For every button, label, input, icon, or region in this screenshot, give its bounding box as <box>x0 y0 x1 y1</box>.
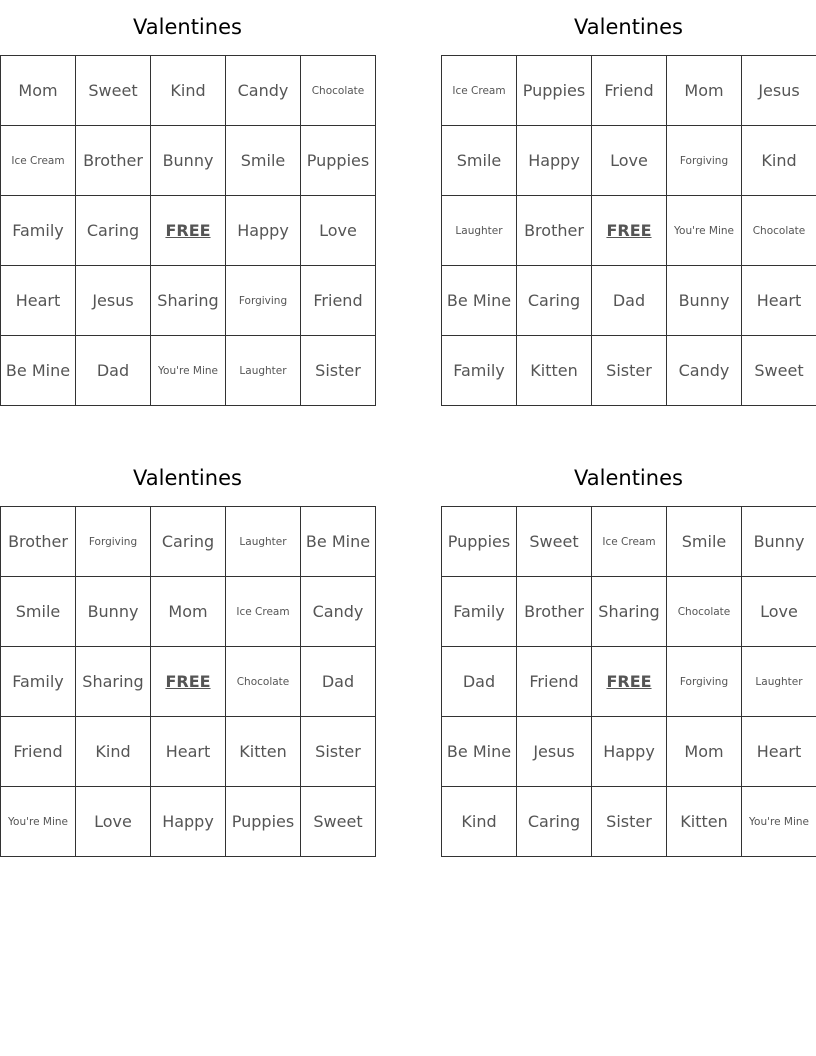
bingo-grid <box>0 506 376 857</box>
grid-cell: Sharing <box>76 647 151 717</box>
grid-cell: Friend <box>517 647 592 717</box>
grid-cell: Sweet <box>742 336 816 406</box>
grid-row <box>1 787 376 857</box>
grid-cell: Laughter <box>226 507 301 577</box>
grid-cell: Caring <box>517 787 592 857</box>
grid-cell: Smile <box>442 126 517 196</box>
grid-cell: Brother <box>1 507 76 577</box>
grid-cell: Jesus <box>76 266 151 336</box>
grid-cell: Friend <box>592 56 667 126</box>
grid-row <box>442 196 816 266</box>
grid-cell: Chocolate <box>226 647 301 717</box>
free-space-cell: FREE <box>592 647 667 717</box>
bingo-grid <box>441 55 816 406</box>
grid-cell: Smile <box>226 126 301 196</box>
bingo-card-1 <box>0 0 375 406</box>
grid-cell: Smile <box>667 507 742 577</box>
grid-cell: Heart <box>151 717 226 787</box>
grid-cell: Bunny <box>151 126 226 196</box>
grid-cell: Happy <box>517 126 592 196</box>
grid-cell: Love <box>742 577 816 647</box>
grid-cell: Kind <box>742 126 816 196</box>
grid-cell: Puppies <box>442 507 517 577</box>
grid-cell: Kitten <box>667 787 742 857</box>
card-title: Valentines <box>133 466 242 490</box>
grid-cell: Love <box>592 126 667 196</box>
grid-cell: Sister <box>301 336 376 406</box>
card-title: Valentines <box>574 466 683 490</box>
grid-cell: Kind <box>76 717 151 787</box>
grid-cell: You're Mine <box>1 787 76 857</box>
grid-row <box>442 717 816 787</box>
grid-cell: Dad <box>76 336 151 406</box>
grid-cell: Be Mine <box>1 336 76 406</box>
grid-cell: Kitten <box>226 717 301 787</box>
bingo-card-3 <box>0 451 375 857</box>
grid-cell: Sweet <box>76 56 151 126</box>
grid-cell: Forgiving <box>667 126 742 196</box>
grid-row <box>1 647 376 717</box>
grid-row <box>1 717 376 787</box>
grid-cell: Heart <box>742 266 816 336</box>
grid-cell: Smile <box>1 577 76 647</box>
grid-cell: Puppies <box>517 56 592 126</box>
bingo-grid <box>0 55 376 406</box>
grid-cell: Happy <box>592 717 667 787</box>
grid-cell: Mom <box>667 56 742 126</box>
grid-row <box>442 577 816 647</box>
grid-cell: Kind <box>151 56 226 126</box>
grid-cell: Laughter <box>226 336 301 406</box>
grid-cell: Friend <box>1 717 76 787</box>
grid-cell: Jesus <box>742 56 816 126</box>
grid-cell: Laughter <box>442 196 517 266</box>
grid-cell: Heart <box>742 717 816 787</box>
grid-row <box>442 56 816 126</box>
grid-cell: Candy <box>667 336 742 406</box>
grid-cell: Family <box>442 577 517 647</box>
grid-cell: Be Mine <box>442 266 517 336</box>
bingo-card-2 <box>441 0 816 406</box>
grid-cell: Be Mine <box>442 717 517 787</box>
grid-cell: Family <box>1 196 76 266</box>
grid-cell: Caring <box>517 266 592 336</box>
grid-cell: Chocolate <box>667 577 742 647</box>
grid-cell: Chocolate <box>742 196 816 266</box>
grid-cell: Ice Cream <box>442 56 517 126</box>
grid-cell: Kind <box>442 787 517 857</box>
grid-cell: You're Mine <box>667 196 742 266</box>
grid-cell: Kitten <box>517 336 592 406</box>
grid-cell: Sweet <box>517 507 592 577</box>
grid-cell: Bunny <box>667 266 742 336</box>
grid-row <box>442 507 816 577</box>
grid-cell: Dad <box>442 647 517 717</box>
free-space-cell: FREE <box>592 196 667 266</box>
grid-row <box>1 577 376 647</box>
grid-cell: Bunny <box>742 507 816 577</box>
grid-cell: Chocolate <box>301 56 376 126</box>
grid-row <box>1 56 376 126</box>
grid-row <box>1 266 376 336</box>
free-space-cell: FREE <box>151 196 226 266</box>
grid-cell: Love <box>301 196 376 266</box>
grid-cell: Brother <box>517 196 592 266</box>
grid-cell: Sweet <box>301 787 376 857</box>
grid-cell: Ice Cream <box>1 126 76 196</box>
card-title: Valentines <box>574 15 683 39</box>
grid-row <box>442 126 816 196</box>
grid-cell: Sharing <box>592 577 667 647</box>
grid-cell: Ice Cream <box>592 507 667 577</box>
grid-cell: Friend <box>301 266 376 336</box>
grid-cell: Happy <box>226 196 301 266</box>
grid-cell: Family <box>1 647 76 717</box>
grid-cell: Ice Cream <box>226 577 301 647</box>
grid-cell: Brother <box>76 126 151 196</box>
grid-cell: Brother <box>517 577 592 647</box>
grid-cell: Bunny <box>76 577 151 647</box>
grid-cell: Mom <box>1 56 76 126</box>
grid-cell: You're Mine <box>151 336 226 406</box>
bingo-grid <box>441 506 816 857</box>
free-space-cell: FREE <box>151 647 226 717</box>
card-title: Valentines <box>133 15 242 39</box>
grid-cell: Sharing <box>151 266 226 336</box>
grid-cell: Candy <box>226 56 301 126</box>
grid-row <box>1 196 376 266</box>
grid-cell: Dad <box>592 266 667 336</box>
grid-cell: Sister <box>592 336 667 406</box>
grid-cell: Family <box>442 336 517 406</box>
grid-cell: Puppies <box>226 787 301 857</box>
grid-cell: Mom <box>151 577 226 647</box>
grid-cell: Caring <box>151 507 226 577</box>
grid-cell: Jesus <box>517 717 592 787</box>
grid-cell: Forgiving <box>667 647 742 717</box>
grid-cell: Forgiving <box>76 507 151 577</box>
grid-cell: Happy <box>151 787 226 857</box>
grid-cell: Be Mine <box>301 507 376 577</box>
grid-cell: Candy <box>301 577 376 647</box>
grid-cell: Sister <box>592 787 667 857</box>
bingo-card-4 <box>441 451 816 857</box>
grid-row <box>442 266 816 336</box>
grid-cell: Sister <box>301 717 376 787</box>
grid-row <box>1 507 376 577</box>
grid-row <box>442 787 816 857</box>
grid-row <box>442 647 816 717</box>
grid-cell: Dad <box>301 647 376 717</box>
grid-cell: Love <box>76 787 151 857</box>
grid-row <box>1 336 376 406</box>
grid-cell: Laughter <box>742 647 816 717</box>
grid-cell: Mom <box>667 717 742 787</box>
grid-cell: Heart <box>1 266 76 336</box>
grid-cell: Forgiving <box>226 266 301 336</box>
grid-cell: You're Mine <box>742 787 816 857</box>
grid-row <box>1 126 376 196</box>
grid-cell: Caring <box>76 196 151 266</box>
grid-row <box>442 336 816 406</box>
grid-cell: Puppies <box>301 126 376 196</box>
